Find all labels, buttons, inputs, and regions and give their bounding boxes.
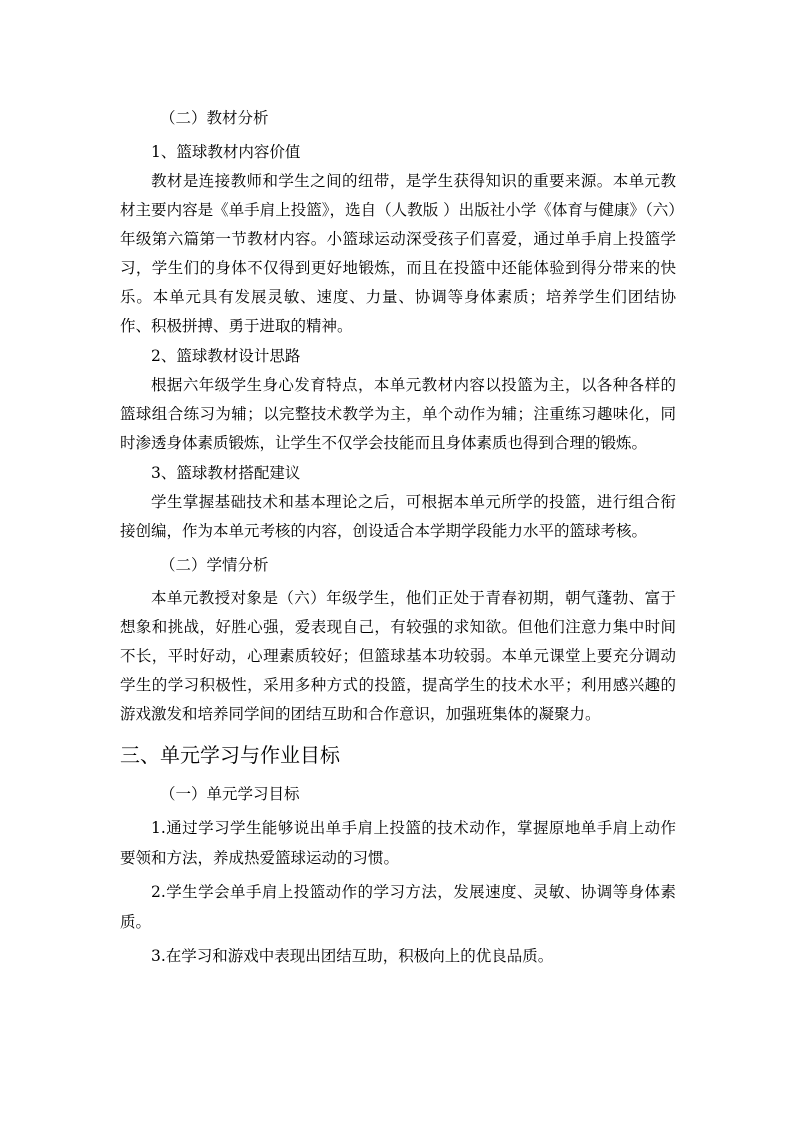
document-body bbox=[120, 103, 676, 975]
item-heading-design-idea: 2、篮球教材设计思路 bbox=[151, 347, 301, 365]
item-heading-pairing-suggestion: 3、篮球教材搭配建议 bbox=[151, 464, 301, 482]
paragraph-design-idea: 根据六年级学生身心发育特点，本单元教材内容以投篮为主，以各种各样的篮球组合练习为辅；以完整技术教学为主，单个动作为辅；注重练习趣味化，同时渗透身体素质锻炼，让学生不仅学会技能而且身体素质也得到合理的锻炼。 bbox=[120, 376, 676, 452]
item-heading-content-value: 1、篮球教材内容价值 bbox=[151, 143, 301, 161]
section-heading-unit-goals: 三、单元学习与作业目标 bbox=[120, 743, 340, 767]
subheading-textbook-analysis: （二）教材分析 bbox=[160, 109, 269, 127]
goal-item-1: 1.通过学习学生能够说出单手肩上投篮的技术动作，掌握原地单手肩上动作要领和方法，养成热爱篮球运动的习惯。 bbox=[120, 819, 676, 867]
subheading-learner-analysis: （二）学情分析 bbox=[160, 556, 269, 574]
paragraph-learner-analysis: 本单元教授对象是（六）年级学生，他们正处于青春初期，朝气蓬勃、富于想象和挑战，好胜心强，爱表现自己，有较强的求知欲。但他们注意力集中时间不长，平时好动，心理素质较好；但篮球基本功较弱。本单元课堂上要充分调动学生的学习积极性，采用多种方式的投篮，提高学生的技术水平；利用感兴趣的游戏激发和培养同学间的团结互助和合作意识，加强班集体的凝聚力。 bbox=[120, 589, 676, 723]
paragraph-pairing-suggestion: 学生掌握基础技术和基本理论之后，可根据本单元所学的投篮，进行组合衔接创编，作为本单元考核的内容，创设适合本学期学段能力水平的篮球考核。 bbox=[120, 493, 676, 540]
goal-item-2: 2.学生学会单手肩上投篮动作的学习方法，发展速度、灵敏、协调等身体素质。 bbox=[120, 883, 676, 931]
goal-item-3: 3.在学习和游戏中表现出团结互助，积极向上的优良品质。 bbox=[151, 947, 554, 965]
paragraph-content-value: 教材是连接教师和学生之间的纽带，是学生获得知识的重要来源。本单元教材主要内容是《单手肩上投篮》，选自（人教版 ）出版社小学《体育与健康》（六）年级第六篇第一节教材内容。小篮球运动深受孩子们喜爱，通过单手肩上投篮学习，学生们的身体不仅得到更好地锻炼，而且在投篮中还能体验到得分带来的快乐。本单元具有发展灵敏、速度、力量、协调等身体素质；培养学生们团结协作、积极拼搏、勇于进取的精神。 bbox=[120, 172, 676, 335]
subheading-unit-learning-goals: （一）单元学习目标 bbox=[160, 785, 300, 803]
